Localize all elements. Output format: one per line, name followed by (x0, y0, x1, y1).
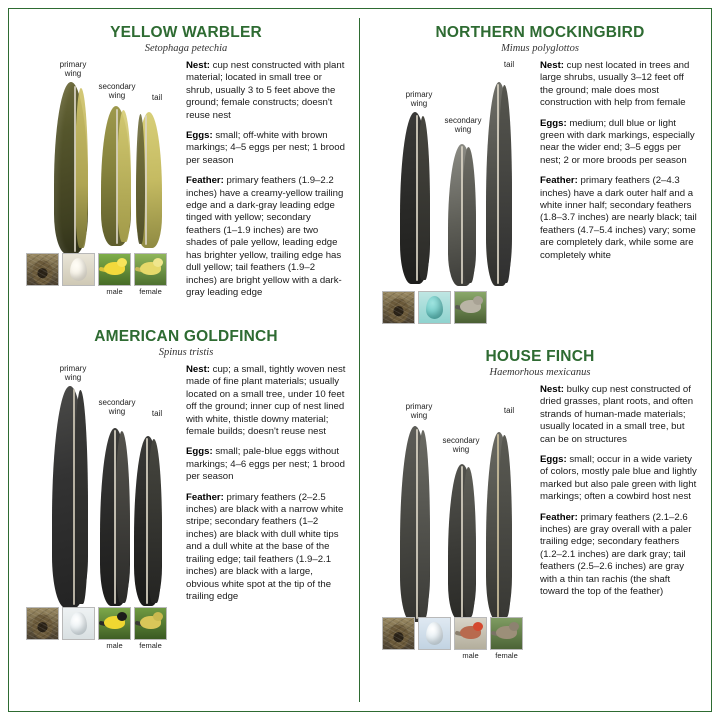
feather-text: primary feathers (2–4.3 inches) have a dark outer half and a white inner half; secondary feathers (1.8–3.7 inches) are nearly black; tail feathers (4.7–5.4 inches) vary; some are completely dark, while some are completely white (540, 175, 697, 261)
thumbnail-strip (26, 607, 167, 650)
eggs-text: small; occur in a wide variety of colors, mostly pale blue and lightly marked but also pale green with light markings; often a cowbird host nest (540, 454, 697, 503)
eggs-paragraph (540, 454, 698, 504)
feather-primary (52, 386, 88, 608)
eggs-paragraph (186, 130, 346, 167)
nest-paragraph (540, 60, 698, 110)
feather-secondary (448, 144, 476, 286)
thumb-nest (382, 291, 415, 324)
feather-secondary (100, 428, 130, 606)
thumb-egg (62, 253, 95, 286)
thumb-caption-female: female (139, 641, 162, 650)
feather-label: Feather: (540, 511, 578, 523)
eggs-label: Eggs: (186, 446, 213, 458)
eggs-label: Eggs: (186, 130, 213, 142)
thumb-egg (62, 607, 95, 640)
eggs-paragraph (540, 118, 698, 168)
eggs-label: Eggs: (540, 454, 567, 466)
feather-secondary (101, 106, 131, 246)
feather-text: primary feathers (2–2.5 inches) are black with a narrow white stripe; secondary feathers (1–2 inches) are black with dull white tips and a dull white at the base of the trailing edge; tail feathers (1.9–2.1 inches) are black with a large, obvious white spot at the tip of the trailing edge (186, 491, 344, 602)
species-common-name: NORTHERN MOCKINGBIRD (435, 24, 645, 41)
feather-secondary (448, 464, 476, 620)
label-secondary-wing: secondary wing (442, 436, 480, 454)
thumb-female-bird (134, 607, 167, 640)
thumb-bird (454, 291, 487, 324)
species-american-goldfinch (26, 328, 346, 664)
species-house-finch (382, 348, 698, 674)
thumb-caption-male: male (106, 287, 123, 296)
nest-label: Nest: (186, 364, 210, 375)
species-common-name: AMERICAN GOLDFINCH (94, 328, 278, 345)
right-column (360, 10, 710, 708)
species-description (540, 384, 698, 599)
species-common-name: YELLOW WARBLER (110, 24, 262, 41)
thumb-caption-male: male (462, 651, 479, 660)
nest-label: Nest: (540, 60, 564, 71)
feather-paragraph (540, 512, 698, 599)
species-northern-mockingbird (382, 24, 698, 338)
label-secondary-wing: secondary wing (98, 398, 136, 416)
species-description (540, 60, 698, 262)
eggs-label: Eggs: (540, 117, 567, 129)
species-scientific-name: Spinus tristis (158, 347, 214, 358)
nest-paragraph (186, 60, 346, 122)
feather-label: Feather: (186, 175, 224, 187)
nest-label: Nest: (540, 384, 564, 395)
thumb-nest (382, 617, 415, 650)
thumb-caption-male: male (106, 641, 123, 650)
nest-text: cup; a small, tightly woven nest made of fine plant materials; usually located on a small tree, under 10 feet off the ground; inner cup of nest lined with white, thistle downy material; female builds; doesn't reuse nest (186, 364, 346, 438)
thumbnail-strip (26, 253, 167, 296)
species-scientific-name: Setophaga petechia (144, 43, 228, 54)
feather-paragraph (186, 492, 346, 604)
thumb-male-bird (98, 253, 131, 286)
left-column (10, 10, 360, 708)
feather-tail (486, 82, 512, 286)
feather-label: Feather: (186, 491, 224, 503)
species-yellow-warbler (26, 24, 346, 310)
thumb-male-bird (98, 607, 131, 640)
eggs-paragraph (186, 446, 346, 483)
feather-tail (136, 112, 162, 248)
thumb-caption-female: female (495, 651, 518, 660)
thumb-male-bird (454, 617, 487, 650)
thumb-nest (26, 253, 59, 286)
feather-tail (134, 436, 162, 606)
eggs-text: small; off-white with brown markings; 4–5 eggs per nest; 1 brood per season (186, 130, 345, 166)
feather-primary (400, 426, 430, 622)
thumb-egg (418, 617, 451, 650)
eggs-text: medium; dull blue or light green with dark markings, especially near the wider end; 3–5 eggs per nest; 2 or more broods per season (540, 117, 695, 166)
thumb-egg (418, 291, 451, 324)
species-scientific-name: Haemorhous mexicanus (489, 367, 591, 378)
thumb-caption-female: female (139, 287, 162, 296)
feather-plate (26, 60, 178, 310)
species-description (186, 364, 346, 603)
label-primary-wing: primary wing (405, 402, 433, 420)
label-primary-wing: primary wing (59, 60, 87, 78)
species-scientific-name: Mimus polyglottos (501, 43, 579, 54)
nest-paragraph (186, 364, 346, 438)
label-primary-wing: primary wing (59, 364, 87, 382)
species-description (186, 60, 346, 299)
label-tail: tail (503, 60, 515, 69)
thumb-nest (26, 607, 59, 640)
feather-plate (382, 384, 532, 674)
feather-label: Feather: (540, 175, 578, 187)
species-common-name: HOUSE FINCH (485, 348, 595, 365)
nest-text: cup nest located in trees and large shrubs, usually 3–12 feet off the ground; male does most construction with help from female (540, 60, 690, 109)
thumbnail-strip (382, 291, 487, 324)
nest-text: cup nest constructed with plant material; located in small tree or shrub, usually 3 to 5 feet above the ground; female constructs; doesn't reuse nest (186, 60, 345, 121)
nest-paragraph (540, 384, 698, 446)
label-tail: tail (151, 409, 163, 418)
feather-text: primary feathers (2.1–2.6 inches) are gray overall with a paler trailing edge; secondary feathers (1.2–2.1 inches) are dark gray; tail feathers (2.5–2.6 inches) are gray with a thin tan rachis (the shaft toward the top of the feather) (540, 511, 692, 598)
feather-paragraph (540, 175, 698, 262)
label-primary-wing: primary wing (405, 90, 433, 108)
nest-label: Nest: (186, 60, 210, 71)
feather-plate (382, 60, 532, 338)
feather-primary (400, 112, 430, 284)
feather-text: primary feathers (1.9–2.2 inches) have a creamy-yellow trailing edge and a dark-gray leading edge tinged with yellow; secondary feathers (1–1.9 inches) are two shades of pale yellow, leading edge has brighter yellow, trailing edge has dull yellow; tail feathers (1.9–2 inches) are bright yellow with a dark-gray leading edge (186, 175, 344, 298)
feather-paragraph (186, 175, 346, 299)
feather-tail (486, 432, 512, 620)
label-secondary-wing: secondary wing (444, 116, 482, 134)
label-tail: tail (151, 93, 163, 102)
thumb-female-bird (490, 617, 523, 650)
thumb-female-bird (134, 253, 167, 286)
eggs-text: small; pale-blue eggs without markings; 4–6 eggs per nest; 1 brood per season (186, 446, 345, 483)
thumbnail-strip (382, 617, 523, 660)
nest-text: bulky cup nest constructed of dried grasses, plant roots, and often strands of human-made materials; usually located in a small tree, but can be on structures (540, 384, 694, 445)
feather-plate (26, 364, 178, 664)
label-tail: tail (503, 406, 515, 415)
label-secondary-wing: secondary wing (98, 82, 136, 100)
feather-primary (54, 82, 88, 254)
